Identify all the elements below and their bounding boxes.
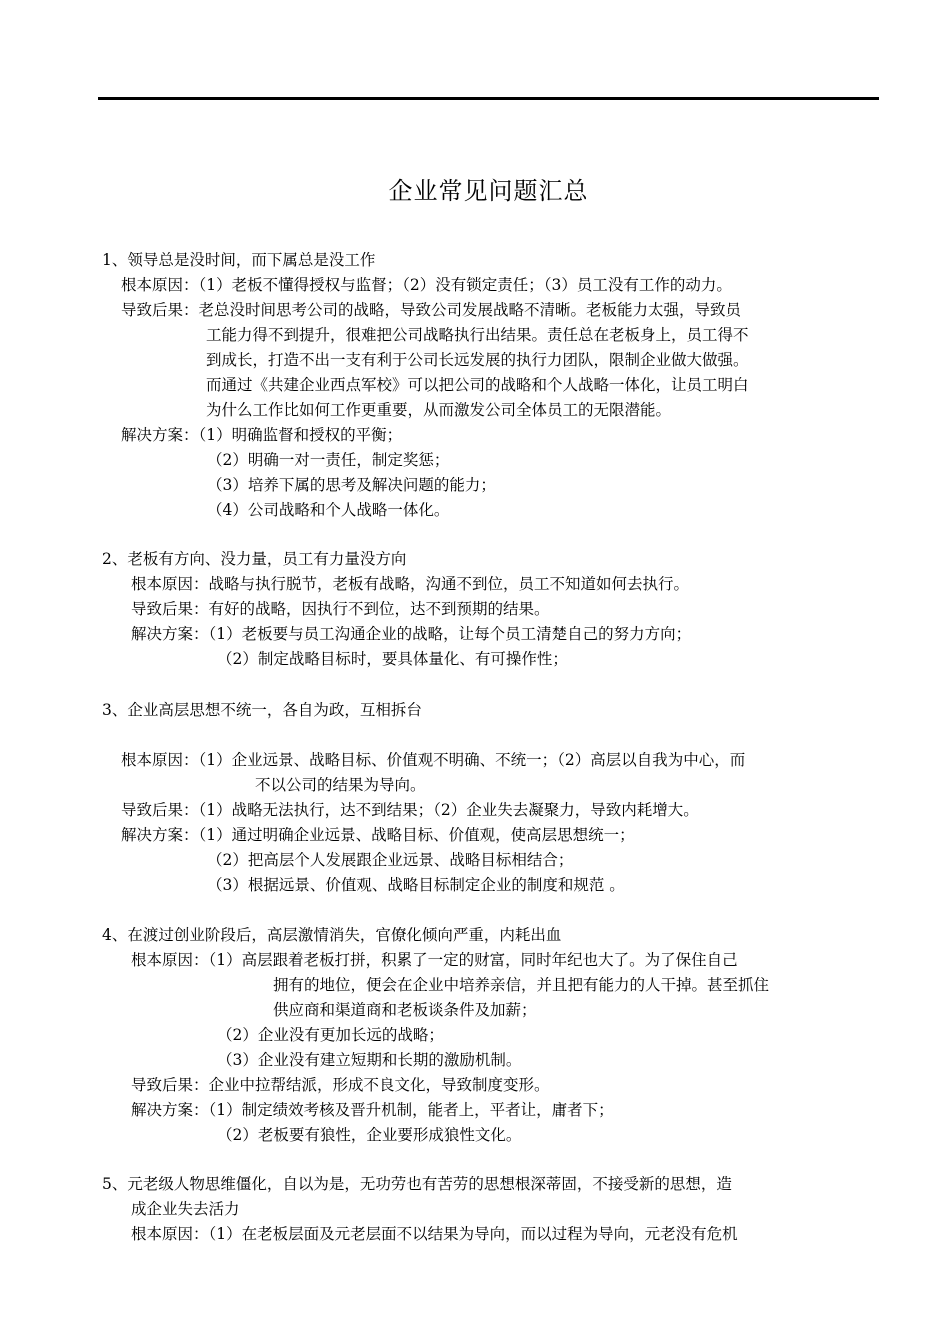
text-line: （4）公司战略和个人战略一体化。 <box>207 501 450 519</box>
text-line: 供应商和渠道商和老板谈条件及加薪； <box>273 1001 537 1019</box>
text-line: 解决方案：（1）通过明确企业远景、战略目标、价值观，使高层思想统一； <box>121 826 635 844</box>
text-line: （3）企业没有建立短期和长期的激励机制。 <box>217 1051 522 1069</box>
text-line: 不以公司的结果为导向。 <box>255 776 426 794</box>
text-line: 根本原因：（1）老板不懂得授权与监督；（2）没有锁定责任；（3）员工没有工作的动力。 <box>121 276 732 294</box>
section-heading: 1、领导总是没时间，而下属总是没工作 <box>102 251 376 269</box>
text-line: 根本原因：（1）企业远景、战略目标、价值观不明确、不统一；（2）高层以自我为中心，而 <box>121 751 746 769</box>
text-line: 而通过《共建企业西点军校》可以把公司的战略和个人战略一体化，让员工明白 <box>206 376 749 394</box>
text-line: 解决方案：（1）老板要与员工沟通企业的战略，让每个员工清楚自己的努力方向； <box>131 625 692 643</box>
text-line: 拥有的地位，便会在企业中培养亲信，并且把有能力的人干掉。甚至抓住 <box>273 976 770 994</box>
text-line: 工能力得不到提升，很难把公司战略执行出结果。责任总在老板身上，员工得不 <box>206 326 749 344</box>
text-line: （2）制定战略目标时，要具体量化、有可操作性； <box>217 650 568 668</box>
text-line: 导致后果：老总没时间思考公司的战略，导致公司发展战略不清晰。老板能力太强，导致员 <box>121 301 742 319</box>
text-line: 根本原因：（1）高层跟着老板打拼，积累了一定的财富，同时年纪也大了。为了保住自己 <box>131 951 738 969</box>
text-line: （2）企业没有更加长远的战略； <box>217 1026 444 1044</box>
text-line: 成企业失去活力 <box>131 1200 240 1218</box>
text-line: （2）老板要有狼性，企业要形成狼性文化。 <box>217 1126 522 1144</box>
text-line: 根本原因：（1）在老板层面及元老层面不以结果为导向，而以过程为导向，元老没有危机 <box>131 1225 738 1243</box>
text-line: （2）把高层个人发展跟企业远景、战略目标相结合； <box>207 851 574 869</box>
text-line: （3）根据远景、价值观、战略目标制定企业的制度和规范 。 <box>207 876 625 894</box>
text-line: 解决方案：（1）明确监督和授权的平衡； <box>121 426 403 444</box>
header-rule <box>98 97 879 100</box>
text-line: 导致后果：（1）战略无法执行，达不到结果；（2）企业失去凝聚力，导致内耗增大。 <box>121 801 699 819</box>
text-line: 导致后果：企业中拉帮结派，形成不良文化，导致制度变形。 <box>131 1076 550 1094</box>
section-heading: 2、老板有方向、没力量，员工有力量没方向 <box>102 550 407 568</box>
text-line: 解决方案：（1）制定绩效考核及晋升机制，能者上，平者让，庸者下； <box>131 1101 614 1119</box>
section-heading: 3、企业高层思想不统一，各自为政，互相拆台 <box>102 701 422 719</box>
section-heading: 4、在渡过创业阶段后，高层激情消失，官僚化倾向严重，内耗出血 <box>102 926 562 944</box>
text-line: 导致后果：有好的战略，因执行不到位，达不到预期的结果。 <box>131 600 550 618</box>
text-line: （3）培养下属的思考及解决问题的能力； <box>207 476 496 494</box>
text-line: 到成长，打造不出一支有利于公司长远发展的执行力团队，限制企业做大做强。 <box>206 351 749 369</box>
section-heading: 5、元老级人物思维僵化，自以为是，无功劳也有苦劳的思想根深蒂固，不接受新的思想，造 <box>102 1175 732 1193</box>
text-line: 为什么工作比如何工作更重要，从而激发公司全体员工的无限潜能。 <box>206 401 672 419</box>
text-line: （2）明确一对一责任，制定奖惩； <box>207 451 450 469</box>
page-title: 企业常见问题汇总 <box>388 177 589 205</box>
text-line: 根本原因：战略与执行脱节，老板有战略，沟通不到位，员工不知道如何去执行。 <box>131 575 690 593</box>
